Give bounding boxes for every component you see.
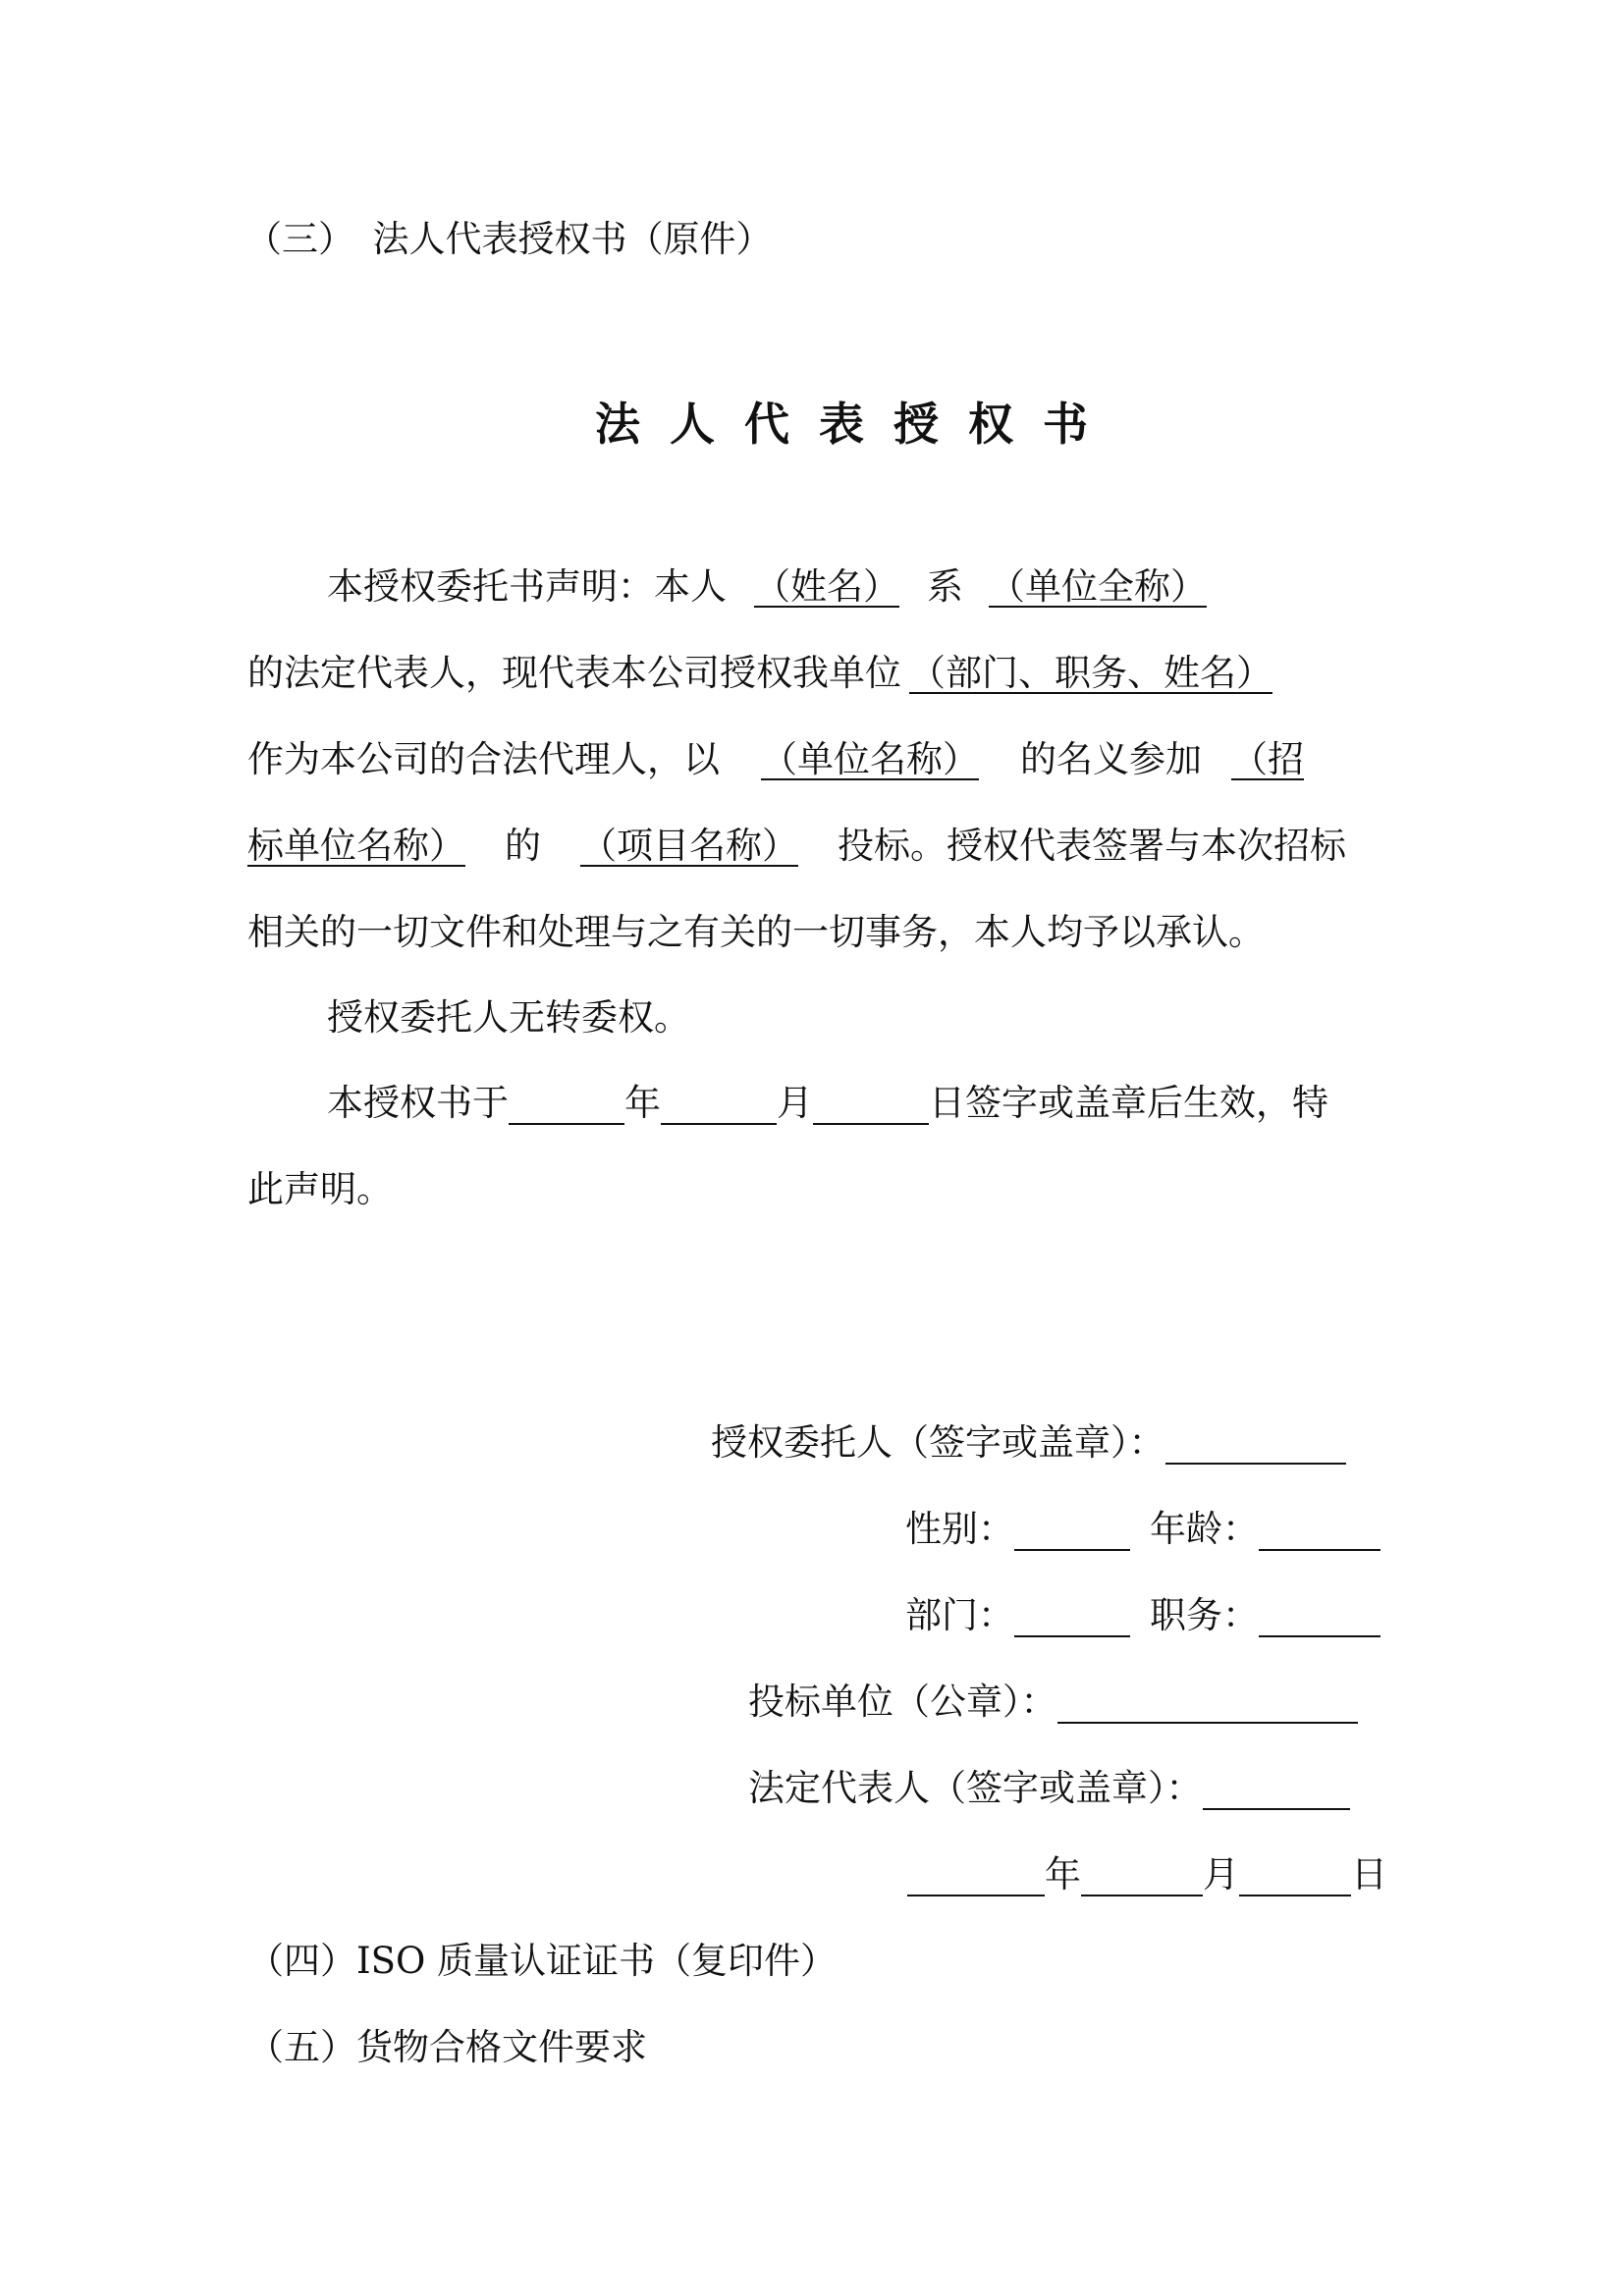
- para3-line1: [327, 1082, 1328, 1125]
- gender-label: 性别：: [905, 1508, 1014, 1550]
- para1-line2: [247, 652, 1308, 695]
- para1-line4: [247, 825, 1346, 868]
- bid-unit-label: 投标单位（公章）：: [748, 1681, 1057, 1723]
- age-label: 年龄：: [1150, 1508, 1259, 1550]
- age-blank[interactable]: [1259, 1512, 1380, 1551]
- legal-rep-label: 法定代表人（签字或盖章）：: [748, 1767, 1203, 1809]
- para1-line5: 相关的一切文件和处理与之有关的一切事务，本人均予以承认。: [247, 911, 1265, 953]
- section-4-heading: （四）ISO 质量认证证书（复印件）: [247, 1940, 838, 1982]
- delegate-label: 授权委托人（签字或盖章）：: [711, 1421, 1165, 1464]
- para1-line1: [327, 565, 1328, 609]
- sign-month-blank[interactable]: [1081, 1857, 1203, 1896]
- year-label: 年: [1045, 1853, 1081, 1896]
- delegate-signature-blank[interactable]: [1165, 1425, 1346, 1465]
- dept-position-row: [905, 1594, 1380, 1637]
- name-placeholder: （姓名）: [754, 565, 899, 608]
- gender-age-row: [905, 1508, 1380, 1551]
- section-3-heading: （三） 法人代表授权书（原件）: [245, 218, 773, 260]
- para3-line2: 此声明。: [247, 1168, 393, 1210]
- year-label: 年: [624, 1082, 661, 1124]
- bidder-placeholder-part1: （招: [1231, 738, 1304, 780]
- sign-year-blank[interactable]: [907, 1857, 1045, 1896]
- unit-full-placeholder: （单位全称）: [989, 565, 1207, 608]
- legal-rep-row: [748, 1767, 1350, 1810]
- day-label: 日: [1351, 1853, 1387, 1896]
- text: 系: [927, 565, 963, 608]
- bid-unit-row: [748, 1681, 1358, 1724]
- legal-rep-blank[interactable]: [1203, 1771, 1350, 1810]
- month-label: 月: [777, 1082, 813, 1124]
- gender-blank[interactable]: [1014, 1512, 1130, 1551]
- month-blank[interactable]: [661, 1086, 777, 1125]
- text: 的法定代表人，现代表本公司授权我单位: [247, 652, 901, 694]
- project-placeholder: （项目名称）: [580, 825, 798, 867]
- text: 日签字或盖章后生效，特: [929, 1082, 1328, 1124]
- text: 投标。授权代表签署与本次招标: [838, 825, 1346, 867]
- bid-unit-blank[interactable]: [1057, 1684, 1358, 1724]
- text: 作为本公司的合法代理人，以: [247, 738, 720, 780]
- month-label: 月: [1203, 1853, 1239, 1896]
- para1-line3: [247, 738, 1304, 781]
- sign-day-blank[interactable]: [1239, 1857, 1351, 1896]
- section-5-heading: （五）货物合格文件要求: [247, 2026, 647, 2068]
- delegate-signature-row: [711, 1421, 1346, 1465]
- day-blank[interactable]: [813, 1086, 929, 1125]
- position-blank[interactable]: [1259, 1598, 1380, 1637]
- dept-label: 部门：: [905, 1594, 1014, 1636]
- unit-name-placeholder: （单位名称）: [761, 738, 979, 780]
- dept-blank[interactable]: [1014, 1598, 1130, 1637]
- para2: 授权委托人无转委权。: [327, 996, 690, 1039]
- text: 的: [505, 825, 541, 867]
- text: 的名义参加: [1020, 738, 1202, 780]
- position-label: 职务：: [1150, 1594, 1259, 1636]
- dept-placeholder: （部门、职务、姓名）: [909, 652, 1272, 694]
- text: 本授权书于: [327, 1082, 509, 1124]
- bidder-placeholder-part2: 标单位名称）: [247, 825, 465, 867]
- text: 本授权委托书声明：本人: [327, 565, 727, 608]
- signature-date-row: [907, 1853, 1387, 1896]
- year-blank[interactable]: [509, 1086, 624, 1125]
- document-title: 法人代表授权书: [595, 398, 1117, 451]
